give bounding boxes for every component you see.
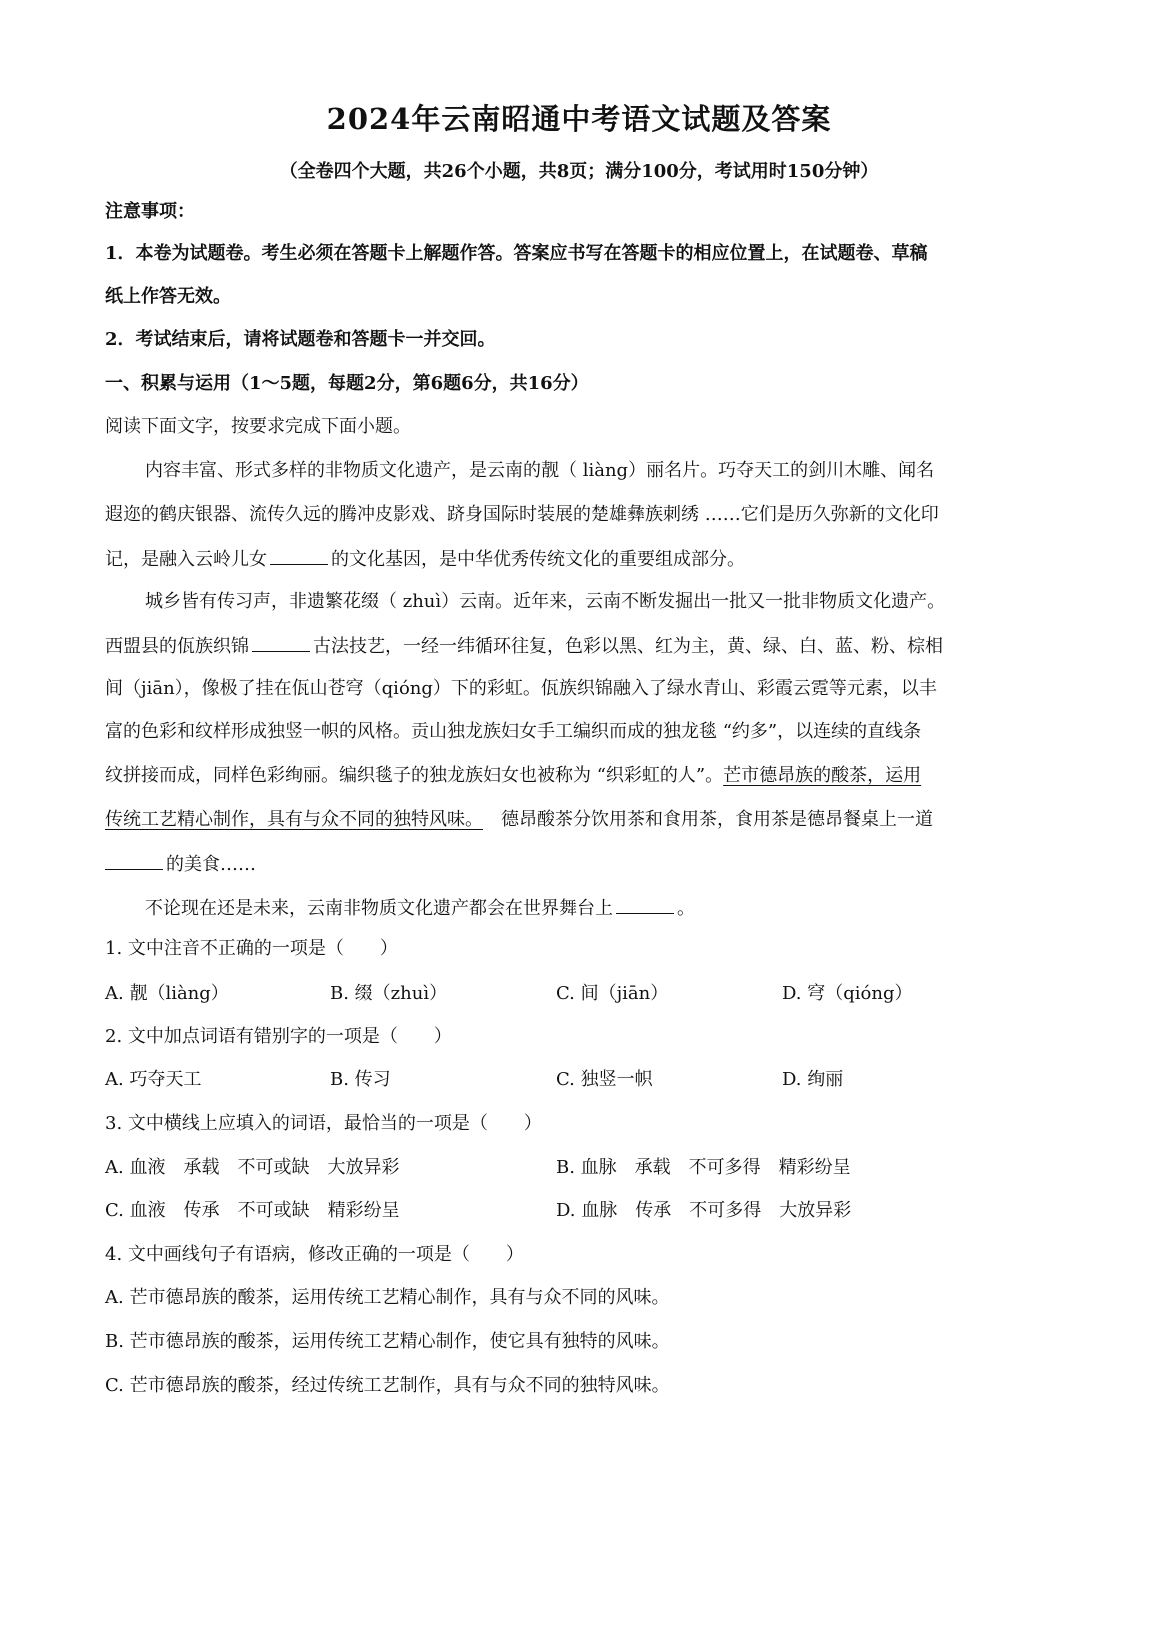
answer-option: D. 绚丽 bbox=[782, 1069, 844, 1090]
passage-line: 富的色彩和纹样形成独竖一帜的风格。贡山独龙族妇女手工编织而成的独龙毯 “约多”，以连续的直线条 bbox=[105, 721, 922, 742]
passage-text: 的美食…… bbox=[166, 854, 256, 875]
underlined-sentence: 芒市德昂族的酸茶，运用 bbox=[723, 765, 922, 786]
answer-option: A. 靓（liàng） bbox=[105, 983, 229, 1004]
passage-text: 西盟县的佤族织锦 bbox=[105, 636, 249, 657]
underlined-sentence: 传统工艺精心制作，具有与众不同的独特风味。 bbox=[105, 809, 483, 830]
passage-line: 间（jiān），像极了挂在佤山苍穹（qióng）下的彩虹。佤族织锦融入了绿水青山、彩霞云霓等元素，以丰 bbox=[105, 678, 937, 699]
notice-item-2: 2．考试结束后，请将试题卷和答题卡一并交回。 bbox=[105, 329, 496, 350]
question-stem: 3. 文中横线上应填入的词语，最恰当的一项是（ ） bbox=[105, 1113, 542, 1134]
answer-option: C. 独竖一帜 bbox=[556, 1069, 653, 1090]
passage-text: 。 bbox=[677, 898, 695, 919]
answer-option: C. 间（jiān） bbox=[556, 983, 669, 1004]
answer-option: B. 缀（zhuì） bbox=[330, 983, 448, 1004]
fill-blank bbox=[270, 546, 328, 565]
passage-line bbox=[105, 546, 745, 572]
answer-option: A. 芒市德昂族的酸茶，运用传统工艺精心制作，具有与众不同的风味。 bbox=[105, 1287, 670, 1308]
fill-blank bbox=[616, 895, 674, 914]
answer-option: B. 芒市德昂族的酸茶，运用传统工艺精心制作，使它具有独特的风味。 bbox=[105, 1331, 670, 1352]
answer-option: C. 芒市德昂族的酸茶，经过传统工艺制作，具有与众不同的独特风味。 bbox=[105, 1375, 670, 1396]
page-title: 2024年云南昭通中考语文试题及答案 bbox=[326, 102, 832, 136]
passage-text: 记，是融入云岭儿女 bbox=[105, 549, 267, 570]
passage-line bbox=[105, 764, 921, 788]
fill-blank bbox=[105, 851, 163, 870]
answer-option: B. 传习 bbox=[330, 1069, 391, 1090]
passage-line bbox=[105, 633, 943, 659]
passage-line: 城乡皆有传习声，非遗繁花缀（ zhuì）云南。近年来，云南不断发掘出一批又一批非物质文化遗产。 bbox=[145, 591, 946, 612]
answer-option: D. 穹（qióng） bbox=[782, 983, 913, 1004]
exam-info: （全卷四个大题，共26个小题，共8页；满分100分，考试用时150分钟） bbox=[279, 161, 879, 182]
notice-item-1-cont: 纸上作答无效。 bbox=[105, 286, 231, 307]
section-heading: 一、积累与运用（1～5题，每题2分，第6题6分，共16分） bbox=[105, 373, 589, 394]
notice-item-1: 1．本卷为试题卷。考生必须在答题卡上解题作答。答案应书写在答题卡的相应位置上，在试题卷、草稿 bbox=[105, 243, 928, 264]
question-stem: 1. 文中注音不正确的一项是（ ） bbox=[105, 938, 398, 959]
passage-line: 内容丰富、形式多样的非物质文化遗产，是云南的靓（ liàng）丽名片。巧夺天工的剑川木雕、闻名 bbox=[145, 460, 935, 481]
passage-text: 古法技艺，一经一纬循环往复，色彩以黑、红为主，黄、绿、白、蓝、粉、棕相 bbox=[313, 636, 943, 657]
passage-text: 纹拼接而成，同样色彩绚丽。编织毯子的独龙族妇女也被称为 “织彩虹的人”。 bbox=[105, 765, 724, 786]
question-stem: 2. 文中加点词语有错别字的一项是（ ） bbox=[105, 1026, 452, 1047]
passage-text: 不论现在还是未来，云南非物质文化遗产都会在世界舞台上 bbox=[145, 898, 613, 919]
section-instruction: 阅读下面文字，按要求完成下面小题。 bbox=[105, 416, 411, 437]
fill-blank bbox=[252, 633, 310, 652]
answer-option: A. 巧夺天工 bbox=[105, 1069, 202, 1090]
passage-line bbox=[105, 808, 933, 832]
passage-line: 遐迩的鹤庆银器、流传久远的腾冲皮影戏、跻身国际时装展的楚雄彝族刺绣 ……它们是历久弥新的文化印 bbox=[105, 504, 939, 525]
passage-line bbox=[105, 851, 256, 877]
question-stem: 4. 文中画线句子有语病，修改正确的一项是（ ） bbox=[105, 1244, 524, 1265]
answer-option: D. 血脉 传承 不可多得 大放异彩 bbox=[556, 1200, 852, 1221]
passage-line bbox=[145, 895, 695, 921]
passage-text: 的文化基因，是中华优秀传统文化的重要组成部分。 bbox=[331, 549, 745, 570]
answer-option: C. 血液 传承 不可或缺 精彩纷呈 bbox=[105, 1200, 400, 1221]
notice-heading: 注意事项： bbox=[105, 201, 195, 222]
answer-option: B. 血脉 承载 不可多得 精彩纷呈 bbox=[556, 1157, 851, 1178]
passage-text: 德昂酸茶分饮用茶和食用茶，食用茶是德昂餐桌上一道 bbox=[501, 809, 933, 830]
answer-option: A. 血液 承载 不可或缺 大放异彩 bbox=[105, 1157, 400, 1178]
